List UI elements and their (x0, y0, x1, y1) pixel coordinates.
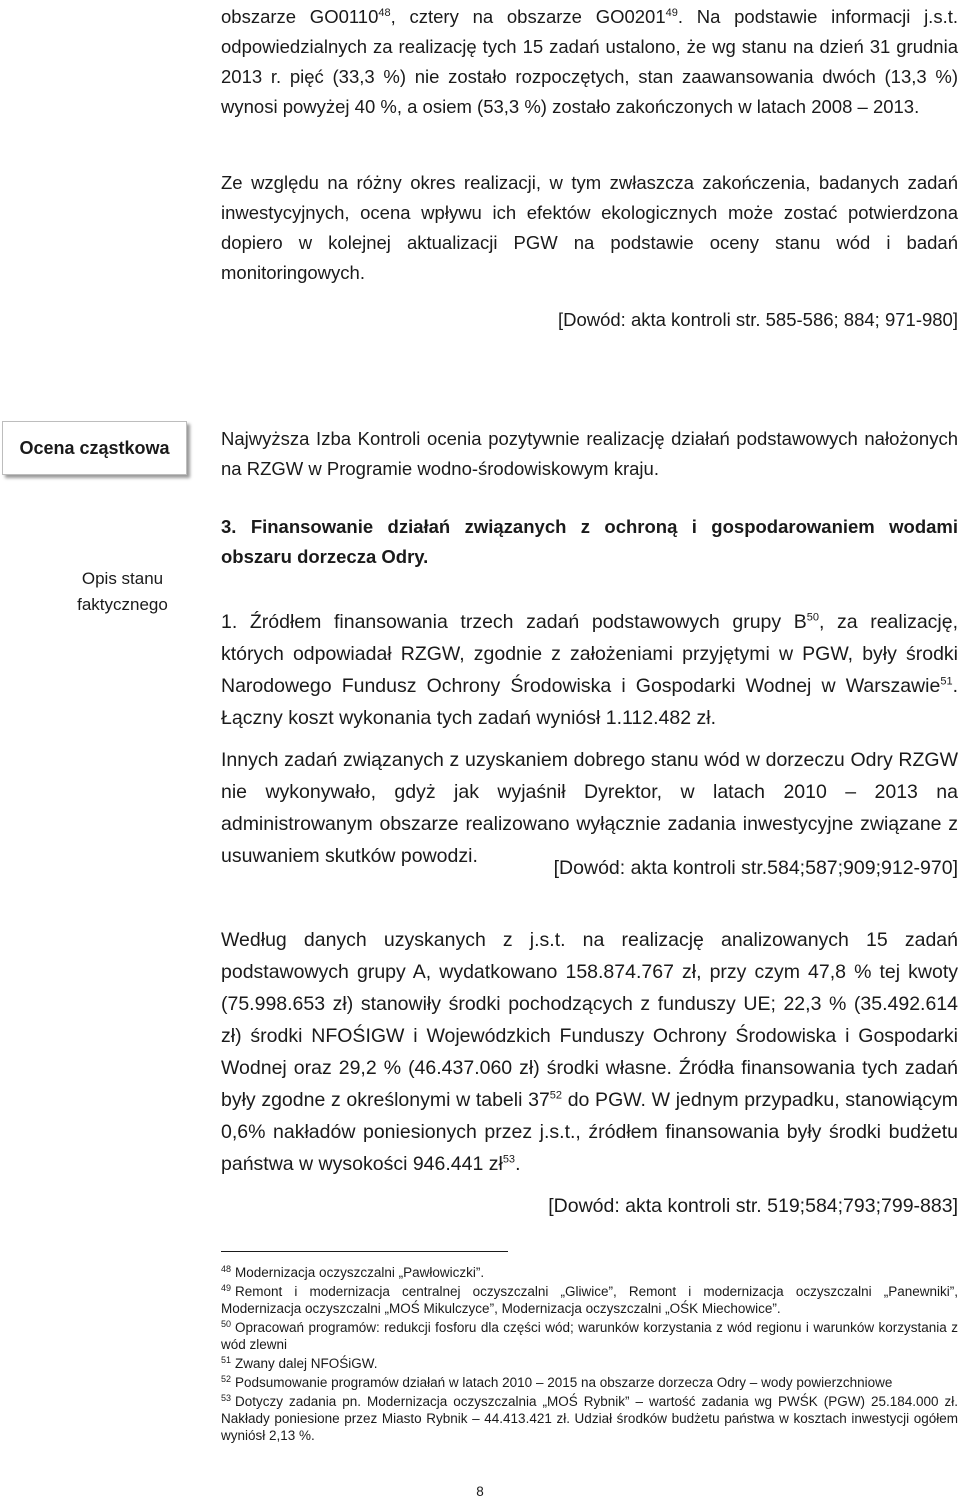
lead-text-part: . Na podstawie informacji j.s.t. odpowiedzialnych za realizację tych 15 zadań ustalono, że wg stanu na dzień 31 grudnia 2013 r. pięć (33,3 %) nie zostało rozpoczętych, stan zaawansowania dwóch (13,3 %) wynosi powyżej 40 %, a osiem (53,3 %) zostało zakończonych w latach 2008 – 2013. (221, 6, 958, 117)
footnote (221, 1355, 958, 1372)
lead-paragraph-2 (221, 168, 958, 288)
footnote-number: 49 (221, 1282, 232, 1293)
lead-text-2: Ze względu na różny okres realizacji, w tym zwłaszcza zakończenia, badanych zadań inwestycyjnych, ocena wpływu ich efektów ekologicznych może zostać potwierdzona dopiero w kolejnej aktualizacji PGW na podstawie oceny stanu wód i badań monitoringowych. (221, 172, 958, 283)
lead-text (221, 2, 958, 122)
assessment-text: Najwyższa Izba Kontroli ocenia pozytywnie realizację działań podstawowych nałożonych na RZGW w Programie wodno-środowiskowym kraju. (221, 428, 958, 479)
footnotes (221, 1264, 958, 1446)
footnote-text: Modernizacja oczyszczalni „Pawłowiczki”. (235, 1265, 485, 1280)
footnote-ref[interactable]: 53 (502, 1153, 516, 1166)
footnote (221, 1319, 958, 1353)
footnote-ref[interactable]: 50 (806, 611, 819, 624)
footnote-ref[interactable]: 52 (549, 1089, 563, 1102)
footnote-separator (221, 1251, 508, 1252)
footnote-number: 53 (221, 1392, 232, 1403)
page-number: 8 (476, 1484, 484, 1499)
footnote (221, 1283, 958, 1317)
footnote-ref[interactable]: 51 (940, 675, 953, 688)
lead-text-part: obszarze GO0110 (221, 6, 379, 27)
body-text-part: , za realizację, których odpowiadał RZGW, zgodnie z założeniami przyjętymi w PGW, były środki Narodowego Fundusz Ochrony Środowiska i Gospodarki Wodnej w Warszawie (221, 611, 959, 697)
partial-assessment-text: Ocena cząstkowa (19, 437, 170, 458)
footnote-text: Dotyczy zadania pn. Modernizacja oczyszczalnia „MOŚ Rybnik” – wartość zadania wg PWŚK (PGW) 25.184.000 zł. Nakłady poniesione przez Miasto Rybnik – 44.413.421 zł. Udział środków budżetu państwa w kosztach inwestycji ogółem wyniósł 2,13 %. (221, 1394, 958, 1443)
footnote (221, 1264, 958, 1281)
footnote-ref[interactable]: 49 (665, 6, 678, 19)
section-heading: 3. Finansowanie działań związanych z ochroną i gospodarowaniem wodami obszaru dorzecza Odry. (221, 516, 958, 567)
footnote-text: Podsumowanie programów działań w latach 2010 – 2015 na obszarze dorzecza Odry – wody powierzchniowe (235, 1375, 893, 1390)
evidence-reference: [Dowód: akta kontroli str. 519;584;793;799-883] (548, 1195, 958, 1217)
footnote (221, 1374, 958, 1391)
evidence-reference: [Dowód: akta kontroli str.584;587;909;912-970] (553, 857, 958, 879)
footnote-number: 48 (221, 1263, 232, 1274)
factual-state-label: Opis stanu faktycznego (77, 569, 168, 614)
body-text-part: Według danych uzyskanych z j.s.t. na realizację analizowanych 15 zadań podstawowych grupy A, wydatkowano 158.874.767 zł, przy czym 47,8 % tej kwoty (75.998.653 zł) stanowiły środki pochodzących z funduszy UE; 22,3 % (35.492.614 zł) środki NFOŚIGW i Wojewódzkich Funduszy Ochrony Środowiska i Gospodarki Wodnej oraz 29,2 % (46.437.060 zł) środki własne. Źródła finansowania tych zadań były zgodne z określonymi w tabeli 37 (221, 929, 958, 1111)
lead-text-part: , cztery na obszarze GO0201 (390, 6, 666, 27)
footnote-number: 51 (221, 1354, 232, 1365)
footnote-number: 52 (221, 1373, 232, 1384)
body-text-part: . (515, 1153, 521, 1175)
footnote (221, 1393, 958, 1444)
body-text-part: 1. Źródłem finansowania trzech zadań podstawowych grupy B (221, 611, 807, 633)
body-text (221, 606, 958, 734)
lead-paragraph-1 (221, 2, 958, 122)
footnote-text: Remont i modernizacja centralnej oczyszczalni „Gliwice”, Remont i modernizacja oczyszczalni „Panewniki”, Modernizacja oczyszczalni „MOŚ Mikulczyce”, Modernizacja oczyszczalni „OŚK Miechowice”. (221, 1284, 958, 1316)
evidence-reference: [Dowód: akta kontroli str. 585-586; 884; 971-980] (557, 309, 958, 330)
footnote-text: Opracowań programów: redukcji fosforu dla części wód; warunków korzystania z wód regionu i warunków korzystania z wód zlewni (221, 1320, 958, 1352)
body-paragraph-3 (221, 924, 958, 1180)
body-text-2: Innych zadań związanych z uzyskaniem dobrego stanu wód w dorzeczu Odry RZGW nie wykonywało, gdyż jak wyjaśnił Dyrektor, w latach 2010 – 2013 na administrowanym obszarze realizowano wyłącznie zadania inwestycyjne związane z usuwaniem skutków powodzi. (221, 749, 958, 867)
footnote-text: Zwany dalej NFOŚiGW. (235, 1356, 378, 1371)
body-text-3 (221, 924, 958, 1180)
body-text-part: do PGW. W jednym przypadku, stanowiącym 0,6% nakładów poniesionych przez j.s.t., źródłem finansowania były środki budżetu państwa w wysokości 946.441 zł (221, 1089, 958, 1175)
footnote-number: 50 (221, 1318, 232, 1329)
body-text-part: . Łączny koszt wykonania tych zadań wyniósł 1.112.482 zł. (221, 675, 958, 729)
partial-assessment-label (2, 421, 187, 475)
footnote-ref[interactable]: 48 (378, 6, 391, 19)
body-paragraph-1 (221, 606, 958, 734)
